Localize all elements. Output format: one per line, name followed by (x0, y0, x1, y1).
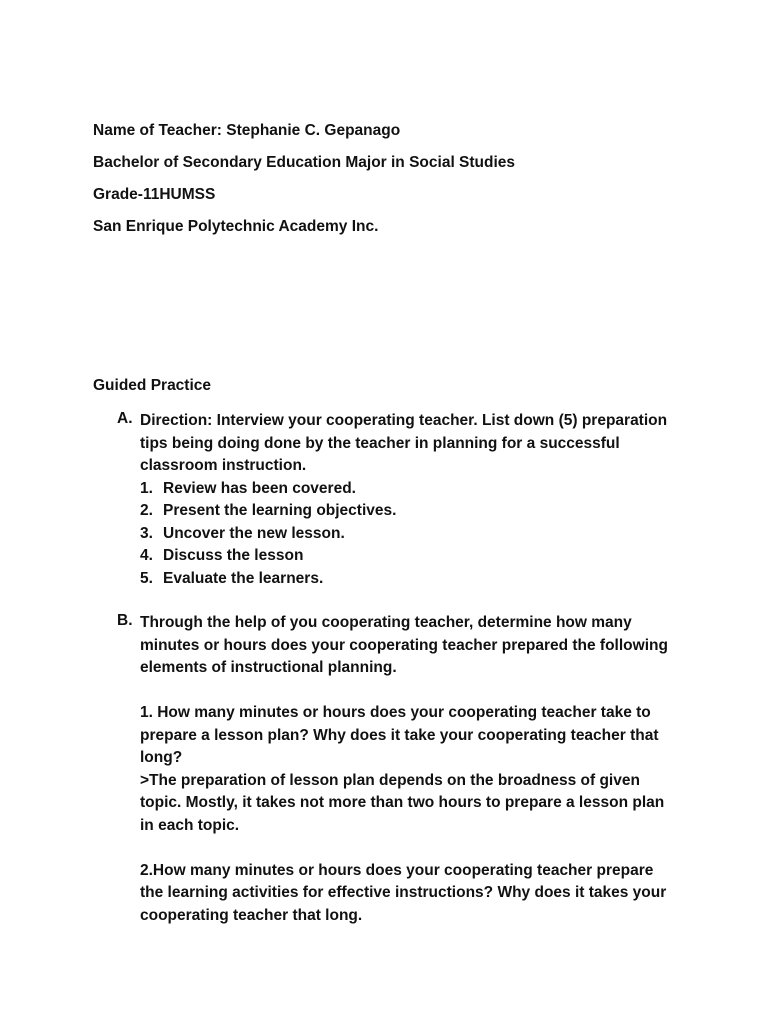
list-item: 4. Discuss the lesson (140, 547, 304, 564)
section-title: Guided Practice (93, 377, 212, 394)
item-a-direction: Direction: Interview your cooperating teacher. List down (5) preparation tips being doing done by the teacher in planning for a successful classroom instruction. (140, 412, 668, 474)
question-2: 2.How many minutes or hours does your cooperating teacher prepare the learning activities for effective instructions? Why does it takes your cooperating teacher that long. (140, 861, 667, 924)
grade: Grade-11HUMSS (93, 186, 216, 203)
list-item: 5. Evaluate the learners. (140, 569, 324, 587)
item-a (117, 410, 677, 590)
list-item: 1. Review has been covered. (140, 479, 356, 497)
item-b (117, 612, 677, 927)
question-1: 1. How many minutes or hours does your cooperating teacher take to prepare a lesson plan? Why does it take your cooperating teacher that long? (140, 704, 659, 766)
school: San Enrique Polytechnic Academy Inc. (93, 218, 379, 235)
list-item: 3. Uncover the new lesson. (140, 524, 345, 542)
answer-1: >The preparation of lesson plan depends on the broadness of given topic. Mostly, it takes not more than two hours to prepare a lesson plan in each topic. (140, 771, 665, 834)
item-a-marker: A. (117, 410, 133, 427)
item-b-intro: Through the help of you cooperating teacher, determine how many minutes or hours does your cooperating teacher prepared the following elements of instructional planning. (140, 614, 668, 676)
item-b-marker: B. (117, 612, 133, 629)
tips-list (140, 478, 677, 591)
teacher-name: Name of Teacher: Stephanie C. Gepanago (93, 122, 401, 139)
degree: Bachelor of Secondary Education Major in Social Studies (93, 154, 516, 171)
list-item: 2. Present the learning objectives. (140, 502, 397, 519)
